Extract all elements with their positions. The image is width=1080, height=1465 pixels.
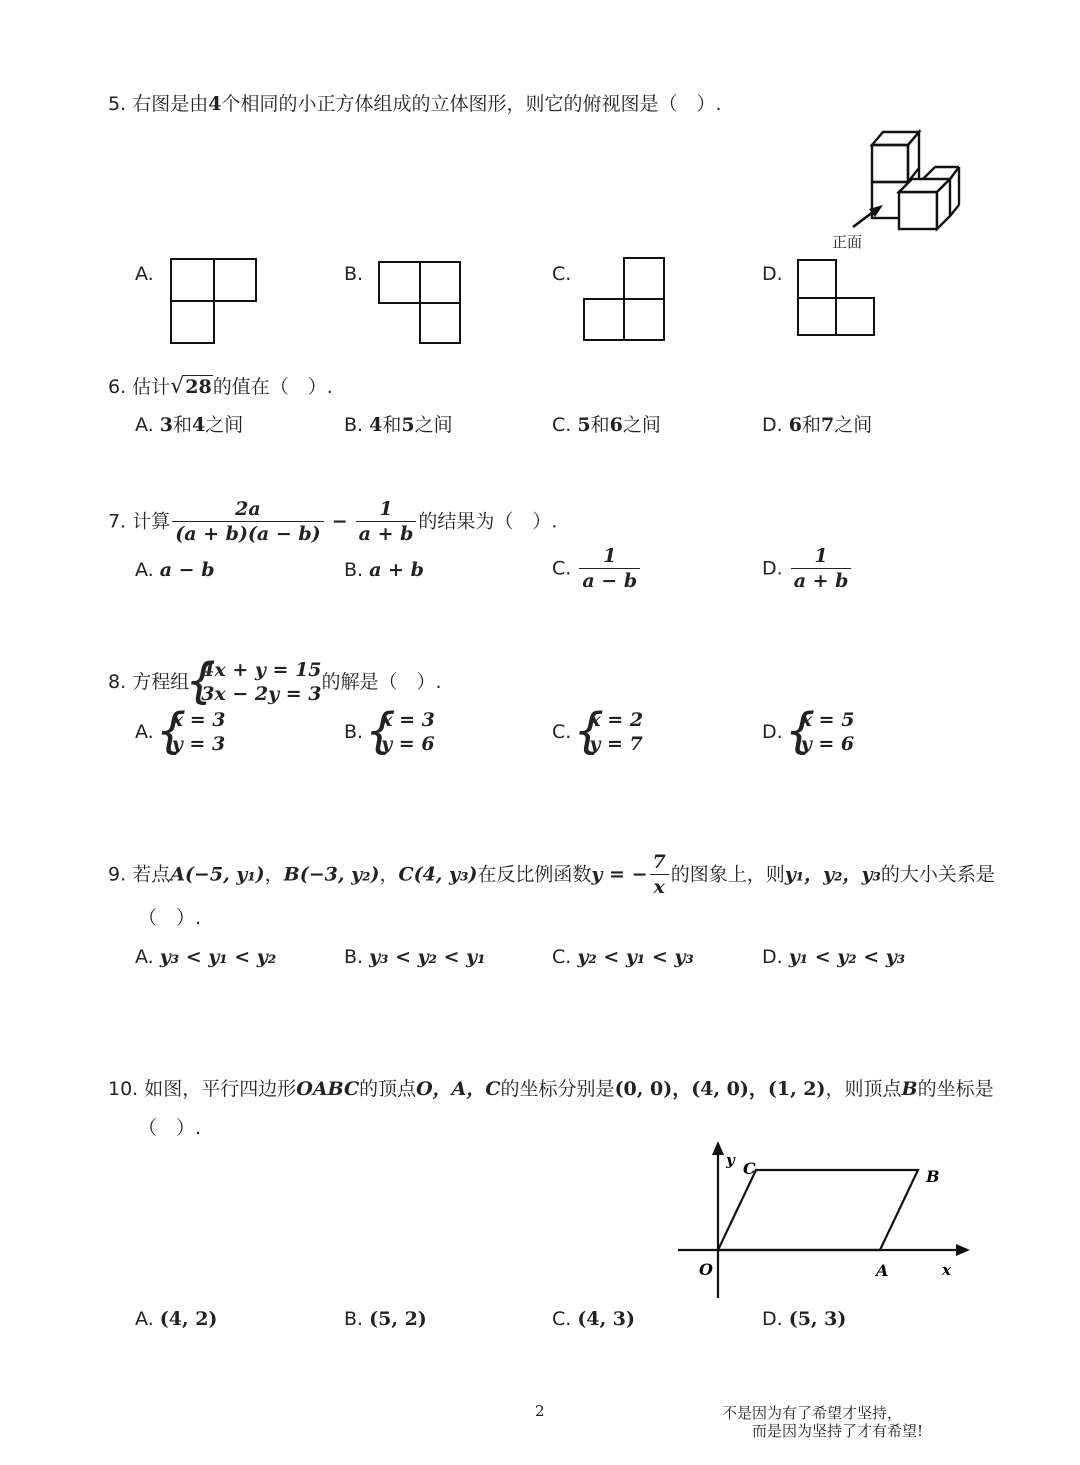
label-o: O	[699, 1260, 713, 1279]
q7-option-d	[762, 544, 853, 593]
q7-option-a	[135, 558, 215, 582]
q6-text-a: 估计	[132, 376, 171, 398]
q6-d-mid: 和	[801, 414, 821, 436]
q8-equation-system	[189, 658, 321, 706]
q8-number: 8.	[108, 671, 127, 693]
q10-c-expr: (4, 3)	[577, 1308, 636, 1330]
option-label: B.	[344, 559, 364, 581]
frac-denominator: a − b	[582, 570, 638, 592]
cube-right-front	[899, 192, 937, 229]
q10-text-d: ，则顶点	[825, 1078, 902, 1100]
q10-parallelogram-graph	[670, 1138, 980, 1303]
option-label: B.	[344, 721, 364, 743]
label-b: B	[926, 1167, 940, 1186]
frac-denominator: a + b	[358, 523, 414, 545]
q8-c-system	[577, 708, 643, 756]
q9-number: 9.	[108, 863, 127, 886]
motto-line-2: 而是因为坚持了才有希望!	[752, 1422, 924, 1440]
q8-d-y: y = 6	[800, 733, 855, 755]
option-label: B.	[344, 946, 364, 968]
option-label: C.	[552, 557, 572, 580]
q9-c-expr: y₂ < y₁ < y₃	[577, 946, 694, 968]
q8-a-y: y = 3	[171, 733, 226, 755]
q6-option-a	[135, 413, 243, 437]
q7-b-expr: a + b	[369, 559, 424, 581]
q6-text-b: 的值在（ ）.	[212, 376, 333, 398]
q5-stem	[108, 92, 721, 116]
option-label: A.	[135, 1308, 154, 1330]
option-label: A.	[135, 721, 154, 743]
q9-text-c: 的图象上，则	[670, 863, 785, 886]
q9-stem	[108, 850, 995, 899]
sqrt-icon: √	[170, 374, 185, 399]
q10-option-d	[762, 1307, 846, 1331]
page-number: 2	[535, 1402, 545, 1420]
q10-text-b: 的顶点	[359, 1078, 417, 1100]
frac-numerator: 1	[791, 544, 852, 569]
q8-eq1: { 4x + y = 15	[201, 659, 322, 681]
option-label: C.	[552, 1308, 572, 1330]
q10-number: 10.	[108, 1078, 139, 1100]
q7-text-a: 计算	[132, 510, 171, 533]
q8-b-system	[369, 708, 435, 756]
q7-c-fraction	[579, 544, 640, 593]
q7-number: 7.	[108, 510, 127, 533]
q10-coords: (0, 0)，(4, 0)，(1, 2)	[614, 1078, 826, 1100]
q10-d-expr: (5, 3)	[788, 1308, 847, 1330]
q8-option-a	[135, 708, 225, 756]
q8-b-x: { x = 3	[381, 709, 435, 731]
frac-numerator: 7	[650, 850, 669, 875]
q9-d-expr: y₁ < y₂ < y₃	[788, 946, 906, 968]
frac-denominator: a + b	[793, 570, 849, 592]
q6-b-mid: 和	[382, 414, 402, 436]
q6-a-mid: 和	[172, 414, 192, 436]
q10-paren: （ ）.	[138, 1117, 202, 1139]
q9-a-expr: y₃ < y₁ < y₂	[159, 946, 277, 968]
q9-option-a	[135, 945, 276, 969]
q8-a-x: { x = 3	[171, 709, 226, 731]
option-label: C.	[552, 721, 572, 743]
q6-c-n1: 5	[577, 414, 591, 436]
q6-option-d	[762, 413, 872, 437]
q9-point-c: C(4, y₃)	[398, 863, 478, 886]
q6-d-n1: 6	[788, 414, 802, 436]
q6-a-n1: 3	[159, 414, 173, 436]
cube-top-front	[872, 145, 908, 182]
q8-b-y: y = 6	[381, 733, 435, 755]
q10-b-expr: (5, 2)	[369, 1308, 427, 1330]
option-label: D.	[762, 1308, 783, 1330]
q8-c-x: { x = 2	[589, 709, 644, 731]
q6-c-n2: 6	[609, 414, 623, 436]
q7-d-fraction	[791, 544, 852, 593]
frac-numerator: 1	[356, 497, 417, 522]
q9-point-a: A(−5, y₁)	[170, 863, 265, 886]
q9-sep1: ，	[264, 863, 284, 886]
q6-number: 6.	[108, 376, 127, 398]
label-y: y	[726, 1151, 735, 1169]
q7-fraction-2	[356, 497, 417, 546]
q10-option-b	[344, 1307, 427, 1331]
q9-option-c	[552, 945, 694, 969]
q6-d-n2: 7	[820, 414, 835, 436]
q9-paren: （ ）.	[138, 907, 202, 929]
q8-option-c	[552, 708, 643, 756]
option-label: A.	[135, 946, 154, 968]
q6-a-n2: 4	[192, 414, 206, 436]
q5-option-a-label: A.	[135, 263, 154, 285]
q7-stem	[108, 497, 557, 546]
option-label: B.	[344, 414, 364, 436]
option-label: D.	[762, 946, 783, 968]
option-label: C.	[552, 946, 572, 968]
q9-sep2: ，	[379, 863, 399, 886]
q9-text-a: 若点	[132, 863, 171, 886]
frac-denominator: (a + b)(a − b)	[175, 523, 321, 545]
q10-text-e: 的坐标是	[917, 1078, 994, 1100]
q10-text-c: 的坐标分别是	[500, 1078, 615, 1100]
q6-d-end: 之间	[834, 414, 873, 436]
parallelogram-oabc	[718, 1170, 918, 1250]
q6-b-n1: 4	[369, 414, 383, 436]
label-x: x	[942, 1261, 951, 1279]
q10-stem	[108, 1077, 994, 1101]
option-label: D.	[762, 414, 783, 436]
q5-option-c-label: C.	[552, 263, 572, 285]
q10-option-a	[135, 1307, 217, 1331]
option-label: C.	[552, 414, 572, 436]
q5-text-b: 个相同的小正方体组成的立体图形，则它的俯视图是（ ）.	[221, 93, 722, 115]
q5-text-a: 右图是由	[132, 93, 209, 115]
q6-c-end: 之间	[622, 414, 661, 436]
option-label: A.	[135, 559, 154, 581]
q10-target: B	[901, 1078, 918, 1100]
q6-c-mid: 和	[590, 414, 610, 436]
q8-d-x: { x = 5	[800, 709, 855, 731]
q9-vars: y₁，y₂，y₃	[784, 863, 881, 886]
q5-option-c-figure	[581, 255, 669, 345]
q9-point-b: B(−3, y₂)	[283, 863, 380, 886]
q6-option-b	[344, 413, 453, 437]
motto-line-1: 不是因为有了希望才坚持，	[722, 1404, 903, 1422]
q5-option-d-label: D.	[762, 263, 783, 285]
q10-text-a: 如图，平行四边形	[144, 1078, 297, 1100]
q6-option-c	[552, 413, 661, 437]
q5-count: 4	[208, 93, 222, 115]
q9-text-b: 在反比例函数	[477, 863, 592, 886]
q7-option-c	[552, 544, 642, 593]
q10-a-expr: (4, 2)	[159, 1308, 218, 1330]
q7-text-b: 的结果为（ ）.	[418, 510, 558, 533]
q8-text-a: 方程组	[132, 671, 190, 693]
q7-option-b	[344, 558, 424, 582]
q8-a-system	[160, 708, 226, 756]
front-label: 正面	[832, 233, 863, 251]
q8-d-system	[789, 708, 855, 756]
q7-minus: −	[331, 510, 348, 533]
q6-a-end: 之间	[205, 414, 244, 436]
q8-eq2: 3x − 2y = 3	[201, 683, 322, 705]
q8-stem	[108, 658, 442, 706]
q9-option-b	[344, 945, 486, 969]
q10-shape: OABC	[296, 1078, 360, 1100]
q9-func-fraction	[650, 850, 669, 899]
option-label: A.	[135, 414, 154, 436]
q5-option-b-label: B.	[344, 263, 364, 285]
label-a: A	[876, 1261, 889, 1280]
option-label: B.	[344, 1308, 364, 1330]
q6-b-n2: 5	[401, 414, 415, 436]
q7-fraction-1	[172, 497, 323, 546]
q8-c-y: y = 7	[589, 733, 643, 755]
q8-option-b	[344, 708, 435, 756]
x-axis-arrow-icon	[956, 1244, 970, 1256]
cube-top-side	[908, 132, 919, 182]
q6-b-end: 之间	[414, 414, 453, 436]
frac-denominator: x	[653, 876, 665, 898]
q10-option-c	[552, 1307, 635, 1331]
q7-a-expr: a − b	[159, 559, 215, 581]
option-label: D.	[762, 557, 783, 580]
frac-numerator: 2a	[172, 497, 323, 522]
frac-numerator: 1	[579, 544, 640, 569]
q5-option-d-figure	[795, 257, 879, 339]
y-axis-arrow-icon	[712, 1141, 724, 1155]
q5-option-b-figure	[376, 259, 464, 347]
q9-func-lhs: y = −	[591, 863, 648, 886]
q9-option-d	[762, 945, 905, 969]
q8-option-d	[762, 708, 854, 756]
q5-number: 5.	[108, 93, 127, 115]
q6-radicand: 28	[185, 376, 212, 398]
option-label: D.	[762, 721, 783, 743]
q10-vertices: O，A，C	[416, 1078, 501, 1100]
q8-text-b: 的解是（ ）.	[321, 671, 442, 693]
q9-b-expr: y₃ < y₂ < y₁	[369, 946, 486, 968]
q6-stem	[108, 375, 333, 399]
q9-text-d: 的大小关系是	[880, 863, 995, 886]
label-c: C	[743, 1159, 756, 1178]
q5-option-a-figure	[168, 256, 260, 346]
